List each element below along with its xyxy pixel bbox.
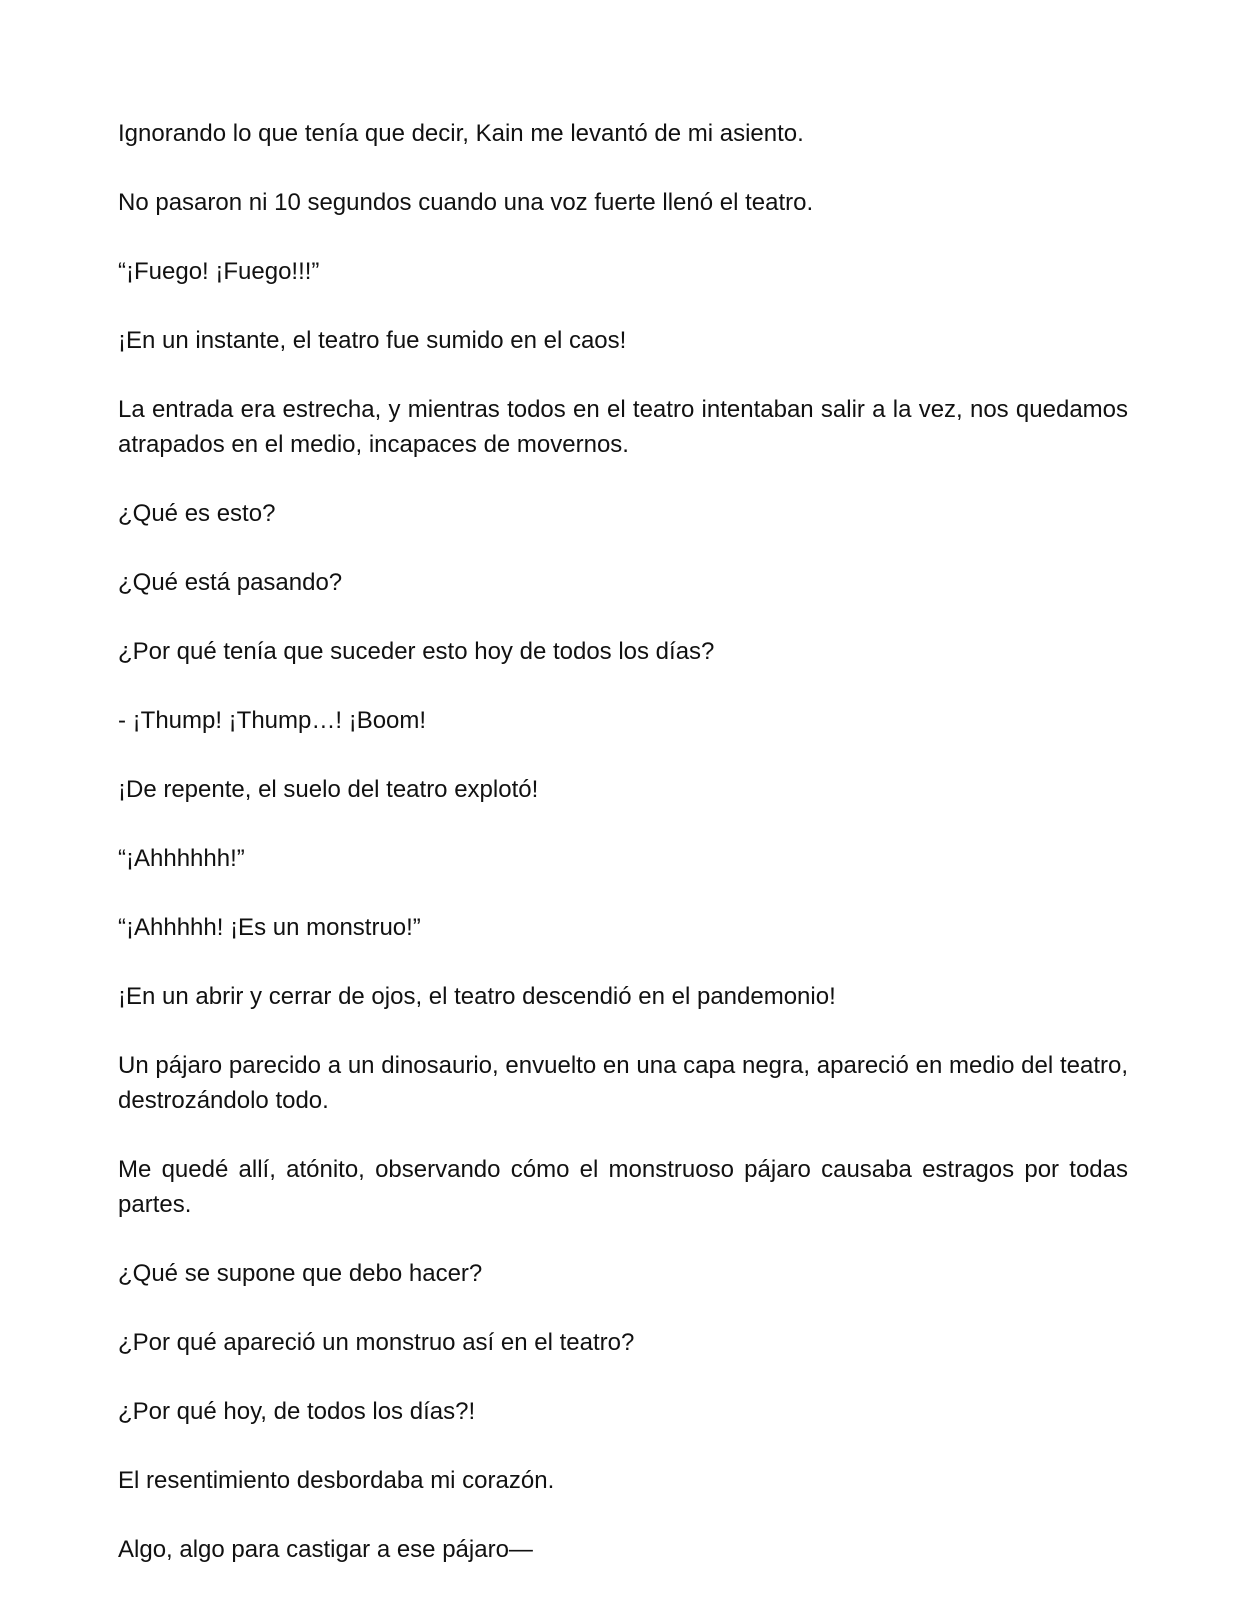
paragraph: ¿Qué se supone que debo hacer? <box>118 1260 483 1287</box>
paragraph: ¿Qué es esto? <box>118 500 276 527</box>
paragraph: Ignorando lo que tenía que decir, Kain me levantó de mi asiento. <box>118 120 804 147</box>
paragraph: Algo, algo para castigar a ese pájaro— <box>118 1536 533 1563</box>
paragraph: ¿Por qué tenía que suceder esto hoy de todos los días? <box>118 638 715 665</box>
paragraph: “¡Ahhhhhh!” <box>118 845 245 872</box>
document-body <box>118 116 1128 1567</box>
paragraph: El resentimiento desbordaba mi corazón. <box>118 1467 555 1494</box>
paragraph: “¡Ahhhhh! ¡Es un monstruo!” <box>118 914 421 941</box>
paragraph: ¡En un instante, el teatro fue sumido en el caos! <box>118 327 627 354</box>
paragraph: Un pájaro parecido a un dinosaurio, envuelto en una capa negra, apareció en medio del teatro, destrozándolo todo. <box>118 1052 1128 1114</box>
paragraph: ¿Por qué apareció un monstruo así en el teatro? <box>118 1329 635 1356</box>
paragraph: ¿Por qué hoy, de todos los días?! <box>118 1398 476 1425</box>
paragraph: ¡De repente, el suelo del teatro explotó! <box>118 776 539 803</box>
paragraph: Me quedé allí, atónito, observando cómo el monstruoso pájaro causaba estragos por todas partes. <box>118 1156 1128 1218</box>
paragraph: La entrada era estrecha, y mientras todos en el teatro intentaban salir a la vez, nos quedamos atrapados en el medio, incapaces de movernos. <box>118 396 1128 458</box>
paragraph: No pasaron ni 10 segundos cuando una voz fuerte llenó el teatro. <box>118 189 814 216</box>
paragraph: “¡Fuego! ¡Fuego!!!” <box>118 258 320 285</box>
paragraph: - ¡Thump! ¡Thump…! ¡Boom! <box>118 707 427 734</box>
paragraph: ¿Qué está pasando? <box>118 569 343 596</box>
paragraph: ¡En un abrir y cerrar de ojos, el teatro descendió en el pandemonio! <box>118 983 836 1010</box>
